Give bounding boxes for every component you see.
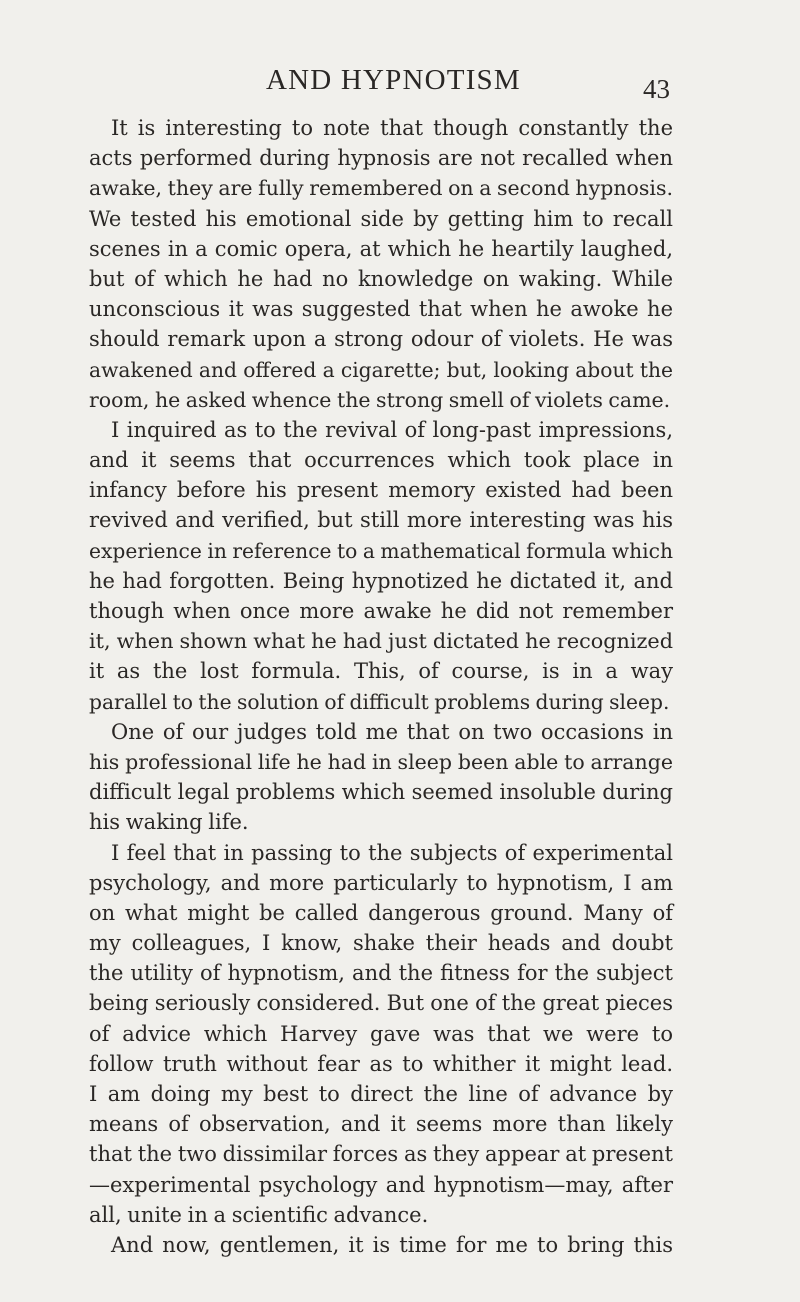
text-line: awakened and offered a cigarette; but, looking about the [89,357,673,382]
text-line: the utility of hypnotism, and the fitness for the subject [89,961,673,986]
text-line: I am doing my best to direct the line of advance by [89,1082,673,1106]
text-line: it as the lost formula. This, of course, is in a way [89,659,673,684]
text-line: room, he asked whence the strong smell of violets came. [89,387,671,412]
text-line: One of our judges told me that on two occasions in [111,719,673,744]
text-line: revived and verified, but still more interesting was his [89,508,673,533]
text-line: I inquired as to the revival of long-past impressions, [111,417,673,442]
text-line: scenes in a comic opera, at which he heartily laughed, [89,236,673,261]
text-line: —experimental psychology and hypnotism—may, after [89,1172,673,1197]
body-text [89,113,673,1260]
text-line: should remark upon a strong odour of violets. He was [89,327,673,352]
text-line: difficult legal problems which seemed insoluble during [89,780,673,805]
text-line: experience in reference to a mathematical formula which [89,538,673,563]
text-line: all, unite in a scientific advance. [89,1202,429,1227]
text-line: psychology, and more particularly to hypnotism, I am [89,870,673,895]
text-line: parallel to the solution of difficult problems during sleep. [89,689,670,714]
text-line: and it seems that occurrences which took place in [89,448,673,473]
text-line: he had forgotten. Being hypnotized he dictated it, and [89,568,673,593]
text-line: We tested his emotional side by getting him to recall [89,206,673,231]
text-line: on what might be called dangerous ground. Many of [89,900,673,925]
text-line: It is interesting to note that though constantly the [111,116,673,140]
text-line: though when once more awake he did not remember [89,599,673,623]
text-line: of advice which Harvey gave was that we were to [89,1021,673,1046]
text-line: his professional life he had in sleep been able to arrange [89,749,673,774]
text-line: my colleagues, I know, shake their heads and doubt [89,931,673,956]
page-number: 43 [643,74,670,104]
text-line: infancy before his present memory existed had been [89,478,673,503]
text-line: his waking life. [89,810,249,835]
text-line: I feel that in passing to the subjects of experimental [111,840,673,865]
running-head-title: AND HYPNOTISM [266,64,521,96]
text-line: awake, they are fully remembered on a second hypnosis. [89,176,673,201]
text-line: but of which he had no knowledge on waking. While [89,266,673,291]
text-line: that the two dissimilar forces as they appear at present [89,1142,673,1167]
text-line: And now, gentlemen, it is time for me to bring this [111,1232,673,1257]
text-line: acts performed during hypnosis are not recalled when [89,146,673,171]
text-line: being seriously considered. But one of the great pieces [89,991,673,1016]
text-line: means of observation, and it seems more than likely [89,1112,673,1137]
text-line: follow truth without fear as to whither it might lead. [89,1051,673,1076]
text-line: unconscious it was suggested that when he awoke he [89,297,673,322]
text-line: it, when shown what he had just dictated he recognized [89,629,673,654]
running-head [90,64,670,104]
